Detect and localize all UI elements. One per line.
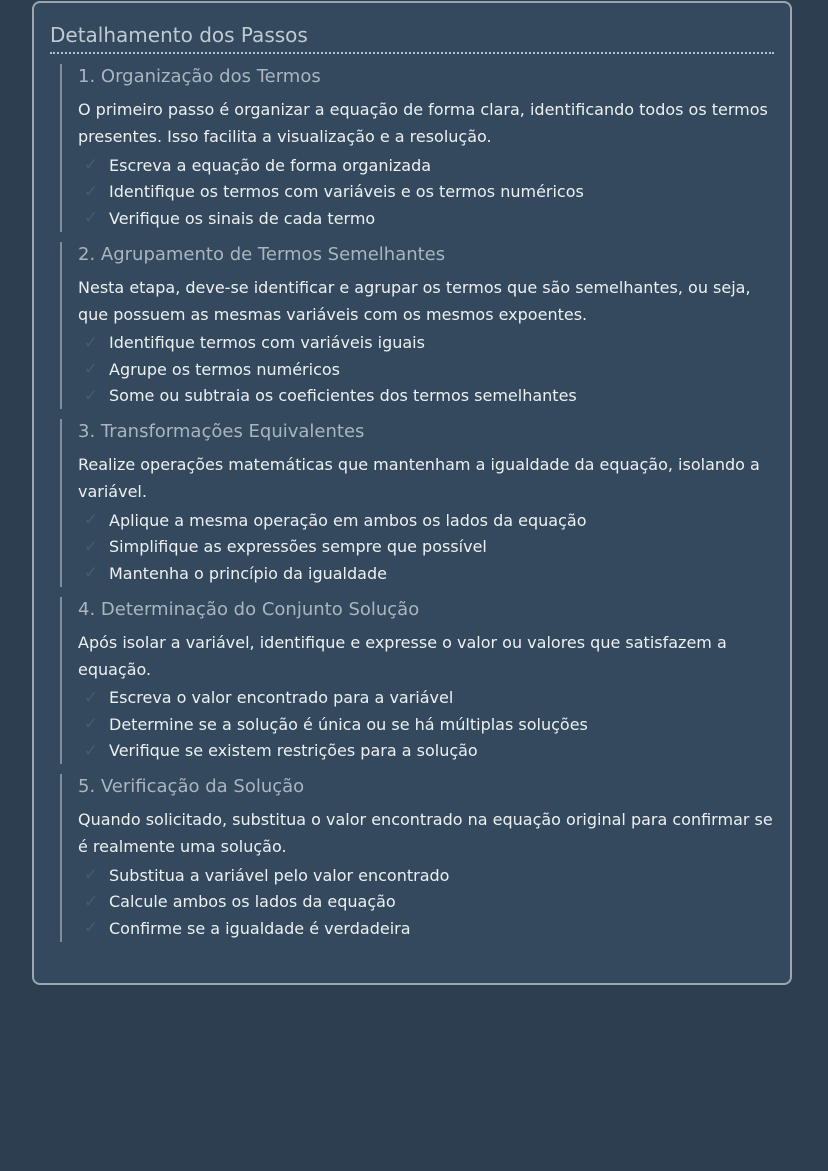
panel-title: Detalhamento dos Passos <box>50 21 774 54</box>
checklist-item <box>78 330 774 357</box>
checklist-item-text: Verifique os sinais de cada termo <box>109 208 376 228</box>
check-icon: ✓ <box>83 536 99 557</box>
checklist-item-text: Agrupe os termos numéricos <box>109 359 340 379</box>
checklist-item <box>78 560 774 587</box>
checklist-item-text: Escreva o valor encontrado para a variável <box>109 688 454 708</box>
checklist-item <box>78 179 774 206</box>
checklist-item-text: Some ou subtraia os coeficientes dos termos semelhantes <box>109 386 577 406</box>
steps-list <box>50 64 774 942</box>
check-icon: ✓ <box>83 563 99 584</box>
step-description: Nesta etapa, deve-se identificar e agrupar os termos que são semelhantes, ou seja, que possuem as mesmas variáveis com os mesmos expoentes. <box>78 277 751 324</box>
checklist-item-text: Aplique a mesma operação em ambos os lados da equação <box>109 510 587 530</box>
check-icon: ✓ <box>83 359 99 380</box>
checklist-item <box>78 383 774 410</box>
step-checklist <box>78 862 774 942</box>
checklist-item <box>78 862 774 889</box>
step-section-3 <box>60 419 774 587</box>
checklist-item <box>78 507 774 534</box>
checklist-item <box>78 711 774 738</box>
checklist-item <box>78 534 774 561</box>
check-icon: ✓ <box>83 865 99 886</box>
check-icon: ✓ <box>83 510 99 531</box>
checklist-item <box>78 152 774 179</box>
checklist-item <box>78 356 774 383</box>
check-icon: ✓ <box>83 155 99 176</box>
checklist-item <box>78 915 774 942</box>
checklist-item <box>78 685 774 712</box>
check-icon: ✓ <box>83 918 99 939</box>
step-title: 5. Verificação da Solução <box>78 776 305 797</box>
step-checklist <box>78 507 774 587</box>
checklist-item-text: Determine se a solução é única ou se há múltiplas soluções <box>109 714 588 734</box>
step-title: 2. Agrupamento de Termos Semelhantes <box>78 243 446 265</box>
check-icon: ✓ <box>83 687 99 708</box>
checklist-item <box>78 205 774 232</box>
checklist-item-text: Substitua a variável pelo valor encontrado <box>109 865 450 885</box>
step-checklist <box>78 152 774 232</box>
checklist-item-text: Escreva a equação de forma organizada <box>109 155 432 175</box>
step-description: Quando solicitado, substitua o valor encontrado na equação original para confirmar se é realmente uma solução. <box>78 810 773 856</box>
step-description: O primeiro passo é organizar a equação de forma clara, identificando todos os termos presentes. Isso facilita a visualização e a resolução. <box>78 100 768 146</box>
check-icon: ✓ <box>83 181 99 202</box>
checklist-item <box>78 738 774 765</box>
step-section-4 <box>60 597 774 765</box>
checklist-item-text: Verifique se existem restrições para a solução <box>109 741 478 761</box>
step-description: Realize operações matemáticas que mantenham a igualdade da equação, isolando a variável. <box>78 455 760 501</box>
step-section-2 <box>60 242 774 410</box>
check-icon: ✓ <box>83 385 99 406</box>
checklist-item-text: Mantenha o princípio da igualdade <box>109 563 387 583</box>
steps-detail-panel <box>32 1 792 985</box>
checklist-item-text: Identifique termos com variáveis iguais <box>109 333 425 353</box>
step-checklist <box>78 685 774 765</box>
step-description: Após isolar a variável, identifique e expresse o valor ou valores que satisfazem a equação. <box>78 632 727 679</box>
step-section-5 <box>60 774 774 942</box>
checklist-item-text: Confirme se a igualdade é verdadeira <box>109 918 411 938</box>
step-title: 1. Organização dos Termos <box>78 66 321 87</box>
step-checklist <box>78 330 774 410</box>
check-icon: ✓ <box>83 208 99 229</box>
step-title: 4. Determinação do Conjunto Solução <box>78 598 420 620</box>
checklist-item-text: Calcule ambos os lados da equação <box>109 892 396 912</box>
check-icon: ✓ <box>83 891 99 912</box>
step-title: 3. Transformações Equivalentes <box>78 421 365 442</box>
checklist-item-text: Identifique os termos com variáveis e os termos numéricos <box>109 182 584 202</box>
check-icon: ✓ <box>83 714 99 735</box>
check-icon: ✓ <box>83 740 99 761</box>
checklist-item <box>78 889 774 916</box>
checklist-item-text: Simplifique as expressões sempre que possível <box>109 537 487 557</box>
step-section-1 <box>60 64 774 232</box>
check-icon: ✓ <box>83 332 99 353</box>
